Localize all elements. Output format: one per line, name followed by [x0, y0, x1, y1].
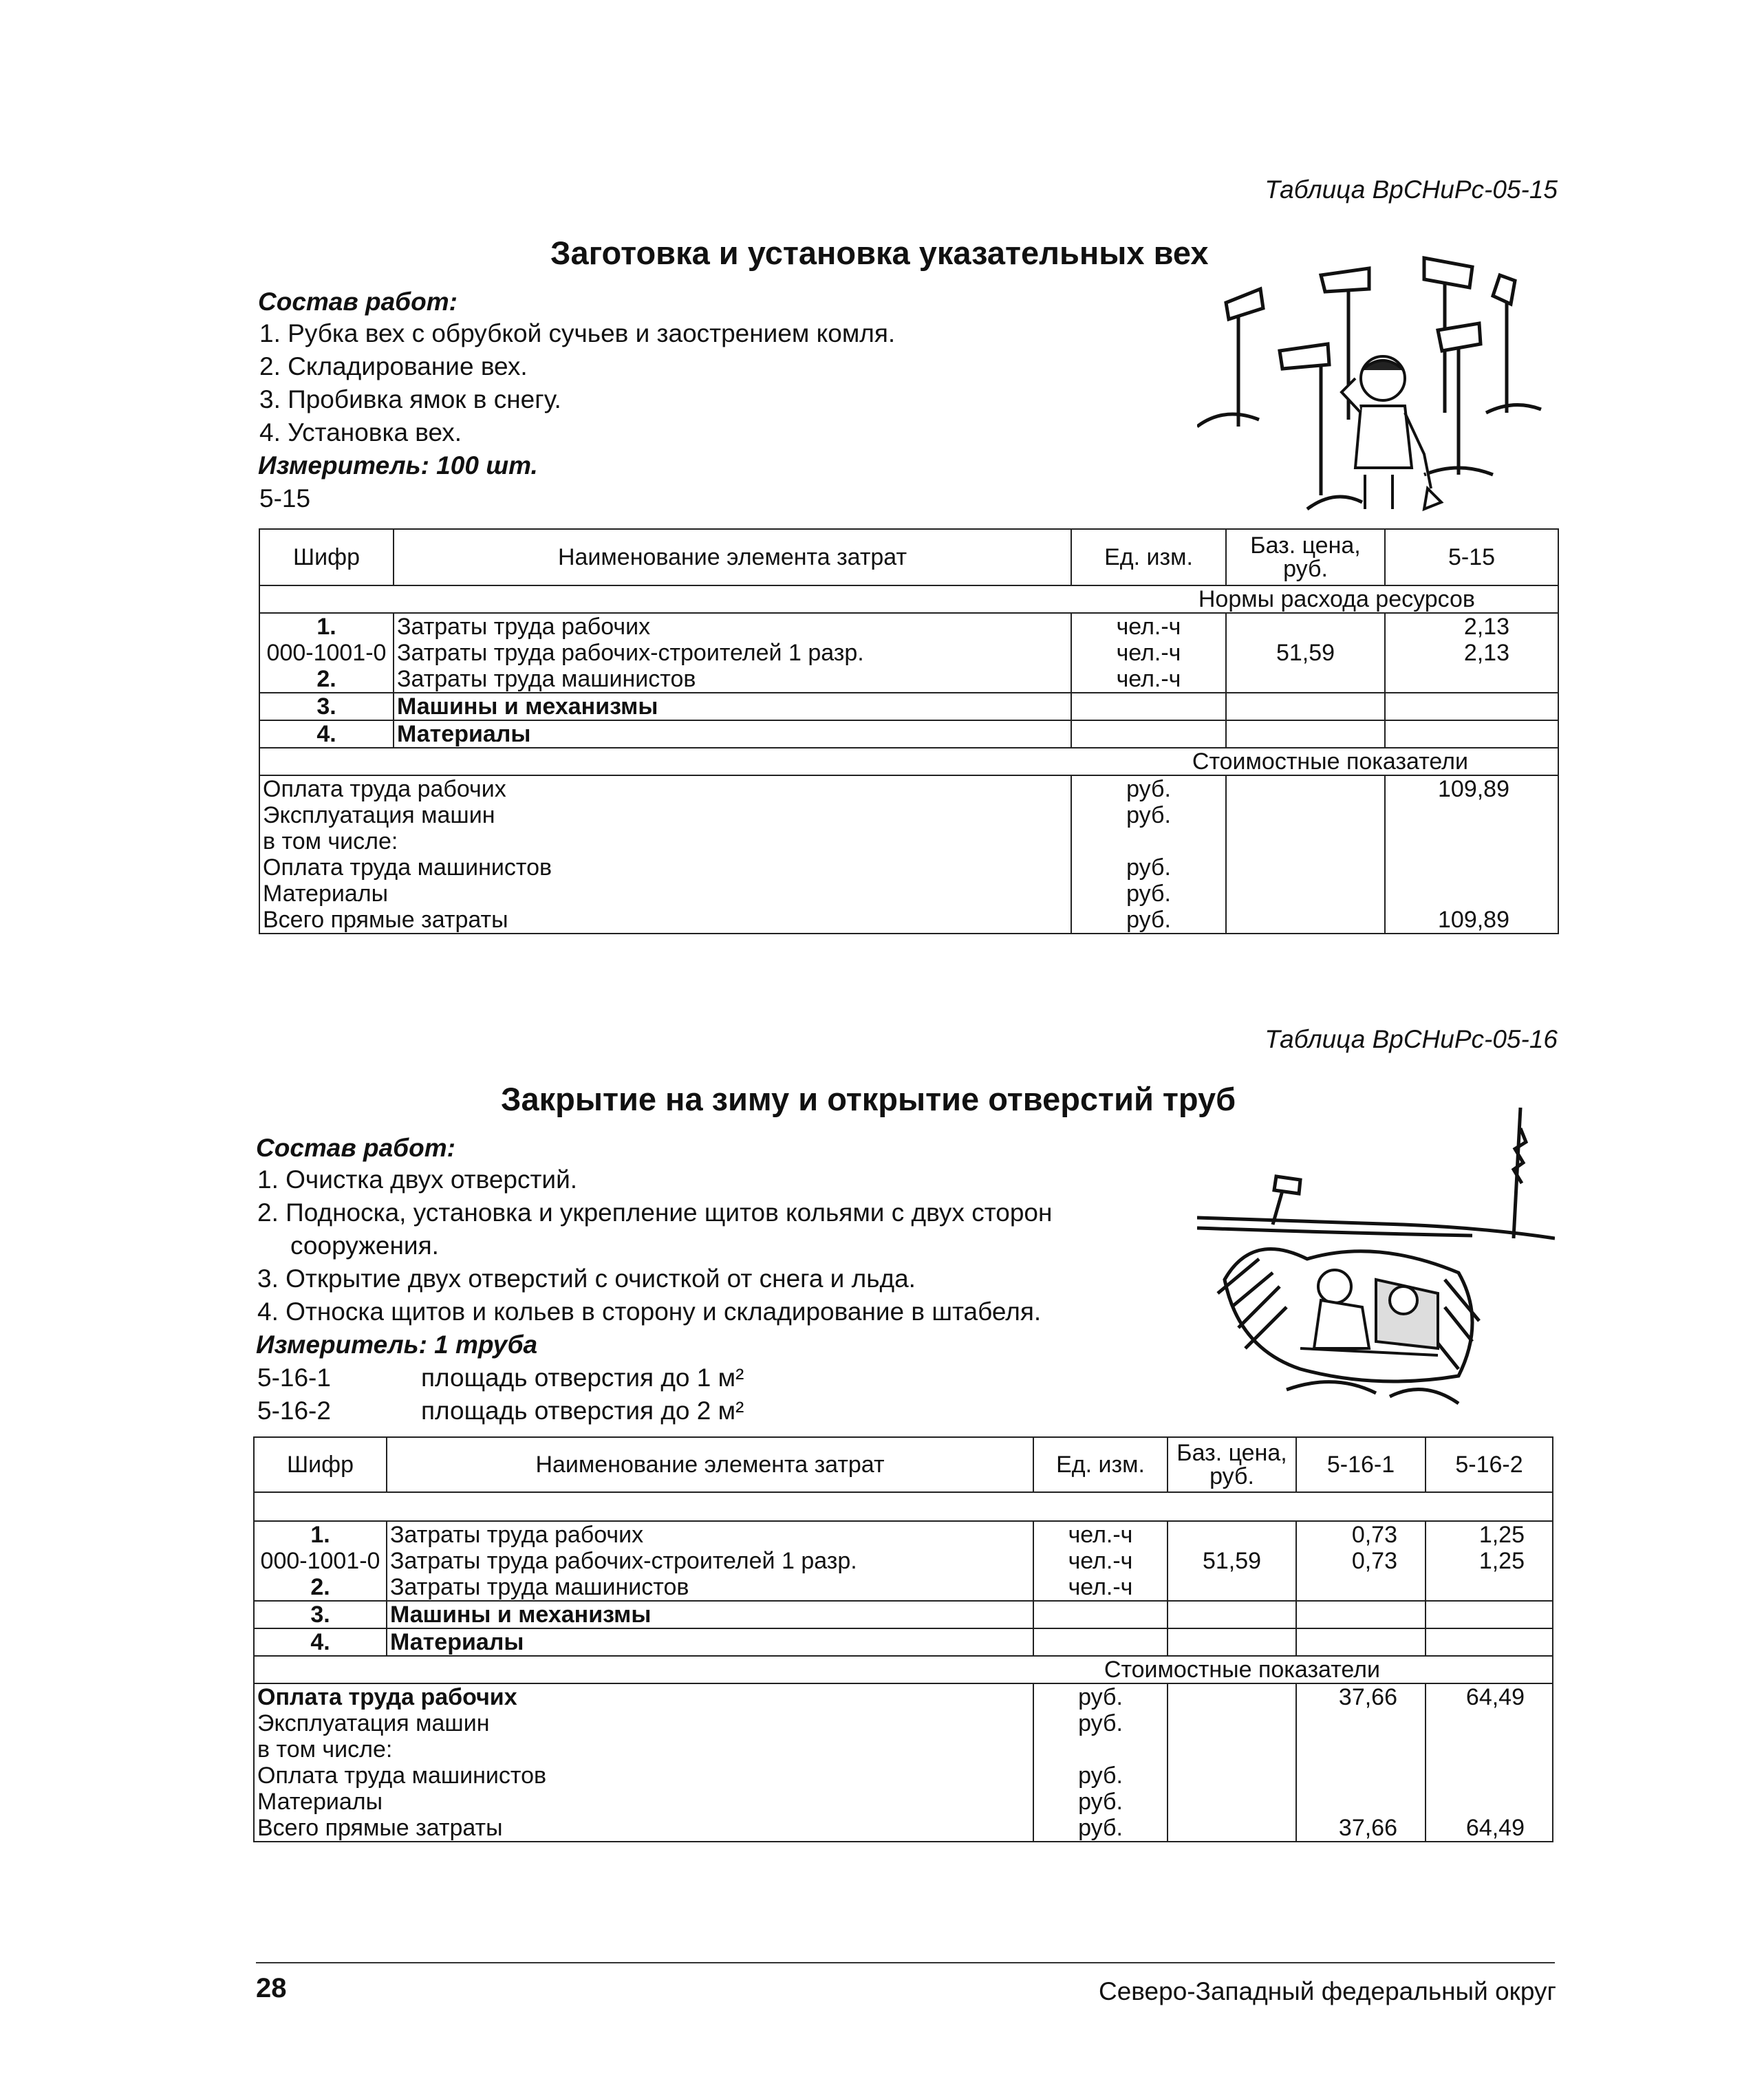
table-row: 1. Затраты труда рабочих чел.-ч 2,13: [259, 613, 1558, 640]
cost-row: Оплата труда рабочих руб. 109,89: [259, 775, 1558, 802]
cost-row: Материалы руб.: [254, 1789, 1553, 1815]
cost-row: в том числе:: [254, 1736, 1553, 1763]
meter-label: Измеритель: 100 шт.: [258, 451, 538, 480]
work-item: 4. Относка щитов и кольев в сторону и складирование в штабеля.: [257, 1297, 1042, 1326]
cost-row: Материалы руб.: [259, 881, 1558, 907]
work-item: 1. Очистка двух отверстий.: [257, 1165, 578, 1194]
code-desc: площадь отверстия до 1 м²: [421, 1364, 744, 1392]
header-name: Наименование элемента затрат: [394, 529, 1071, 585]
header-name: Наименование элемента затрат: [387, 1437, 1033, 1492]
cost-table-05-16: [253, 1436, 1553, 1842]
section-title-05-15: Заготовка и установка указательных вех: [550, 235, 1209, 271]
work-item: 1. Рубка вех с обрубкой сучьев и заострением комля.: [259, 319, 896, 347]
header-col1: 5-16-1: [1296, 1437, 1426, 1492]
code-item: 5-16-1: [257, 1364, 331, 1392]
work-item: 3. Пробивка ямок в снегу.: [259, 385, 561, 413]
meter-label: Измеритель: 1 труба: [256, 1331, 538, 1359]
norms-section-title: Нормы расхода ресурсов: [259, 585, 1558, 613]
work-item: сооружения.: [290, 1231, 439, 1260]
work-item: 2. Подноска, установка и укрепление щитов кольями с двух сторон: [257, 1198, 1053, 1227]
table-code: 5-15: [259, 484, 311, 513]
pipe-opening-illustration: [1197, 1101, 1555, 1424]
table-row: 4. Материалы: [254, 1628, 1553, 1656]
header-price: Баз. цена, руб.: [1168, 1437, 1296, 1492]
table-row: 2. Затраты труда машинистов чел.-ч: [259, 666, 1558, 693]
works-heading: Состав работ:: [256, 1134, 455, 1162]
empty-row: [254, 1492, 1553, 1521]
cost-section-title: Стоимостные показатели: [259, 748, 1558, 775]
header-col: 5-15: [1385, 529, 1558, 585]
table-row: 3. Машины и механизмы: [254, 1601, 1553, 1628]
table-row: 000-1001-0 Затраты труда рабочих-строителей 1 разр. чел.-ч 51,59 0,73 1,25: [254, 1548, 1553, 1574]
table-row: 2. Затраты труда машинистов чел.-ч: [254, 1574, 1553, 1601]
cost-row: Оплата труда рабочих руб. 37,66 64,49: [254, 1683, 1553, 1710]
table-caption-05-16: Таблица ВрСНиРс-05-16: [1265, 1025, 1558, 1053]
cost-row: Эксплуатация машин руб.: [259, 802, 1558, 828]
header-unit: Ед. изм.: [1071, 529, 1226, 585]
cost-row: Оплата труда машинистов руб.: [254, 1763, 1553, 1789]
cost-row: Всего прямые затраты руб. 37,66 64,49: [254, 1815, 1553, 1842]
header-col2: 5-16-2: [1426, 1437, 1553, 1492]
footer-region: Северо-Западный федеральный округ: [1099, 1977, 1556, 2005]
work-item: 2. Складирование вех.: [259, 352, 528, 380]
header-price: Баз. цена, руб.: [1226, 529, 1385, 585]
worker-with-poles-illustration: [1197, 248, 1555, 516]
cost-row: в том числе:: [259, 828, 1558, 854]
page-number: 28: [256, 1973, 287, 2003]
code-item: 5-16-2: [257, 1397, 331, 1425]
header-unit: Ед. изм.: [1033, 1437, 1168, 1492]
table-row: 3. Машины и механизмы: [259, 693, 1558, 720]
works-heading: Состав работ:: [258, 288, 458, 316]
cost-row: Оплата труда машинистов руб.: [259, 854, 1558, 881]
footer-divider: [256, 1962, 1555, 1963]
header-code: Шифр: [259, 529, 394, 585]
section-title-05-16: Закрытие на зиму и открытие отверстий труб: [501, 1081, 1236, 1117]
table-row: 4. Материалы: [259, 720, 1558, 748]
table-caption-05-15: Таблица ВрСНиРс-05-15: [1265, 175, 1558, 204]
cost-row: Всего прямые затраты руб. 109,89: [259, 907, 1558, 934]
code-desc: площадь отверстия до 2 м²: [421, 1397, 744, 1425]
table-row: 1. Затраты труда рабочих чел.-ч 0,73 1,25: [254, 1521, 1553, 1548]
cost-table-05-15: [259, 528, 1559, 934]
header-code: Шифр: [254, 1437, 387, 1492]
work-item: 3. Открытие двух отверстий с очисткой от снега и льда.: [257, 1264, 916, 1293]
cost-section-title: Стоимостные показатели: [254, 1656, 1553, 1683]
cost-row: Эксплуатация машин руб.: [254, 1710, 1553, 1736]
table-row: 000-1001-0 Затраты труда рабочих-строителей 1 разр. чел.-ч 51,59 2,13: [259, 640, 1558, 666]
work-item: 4. Установка вех.: [259, 418, 462, 446]
